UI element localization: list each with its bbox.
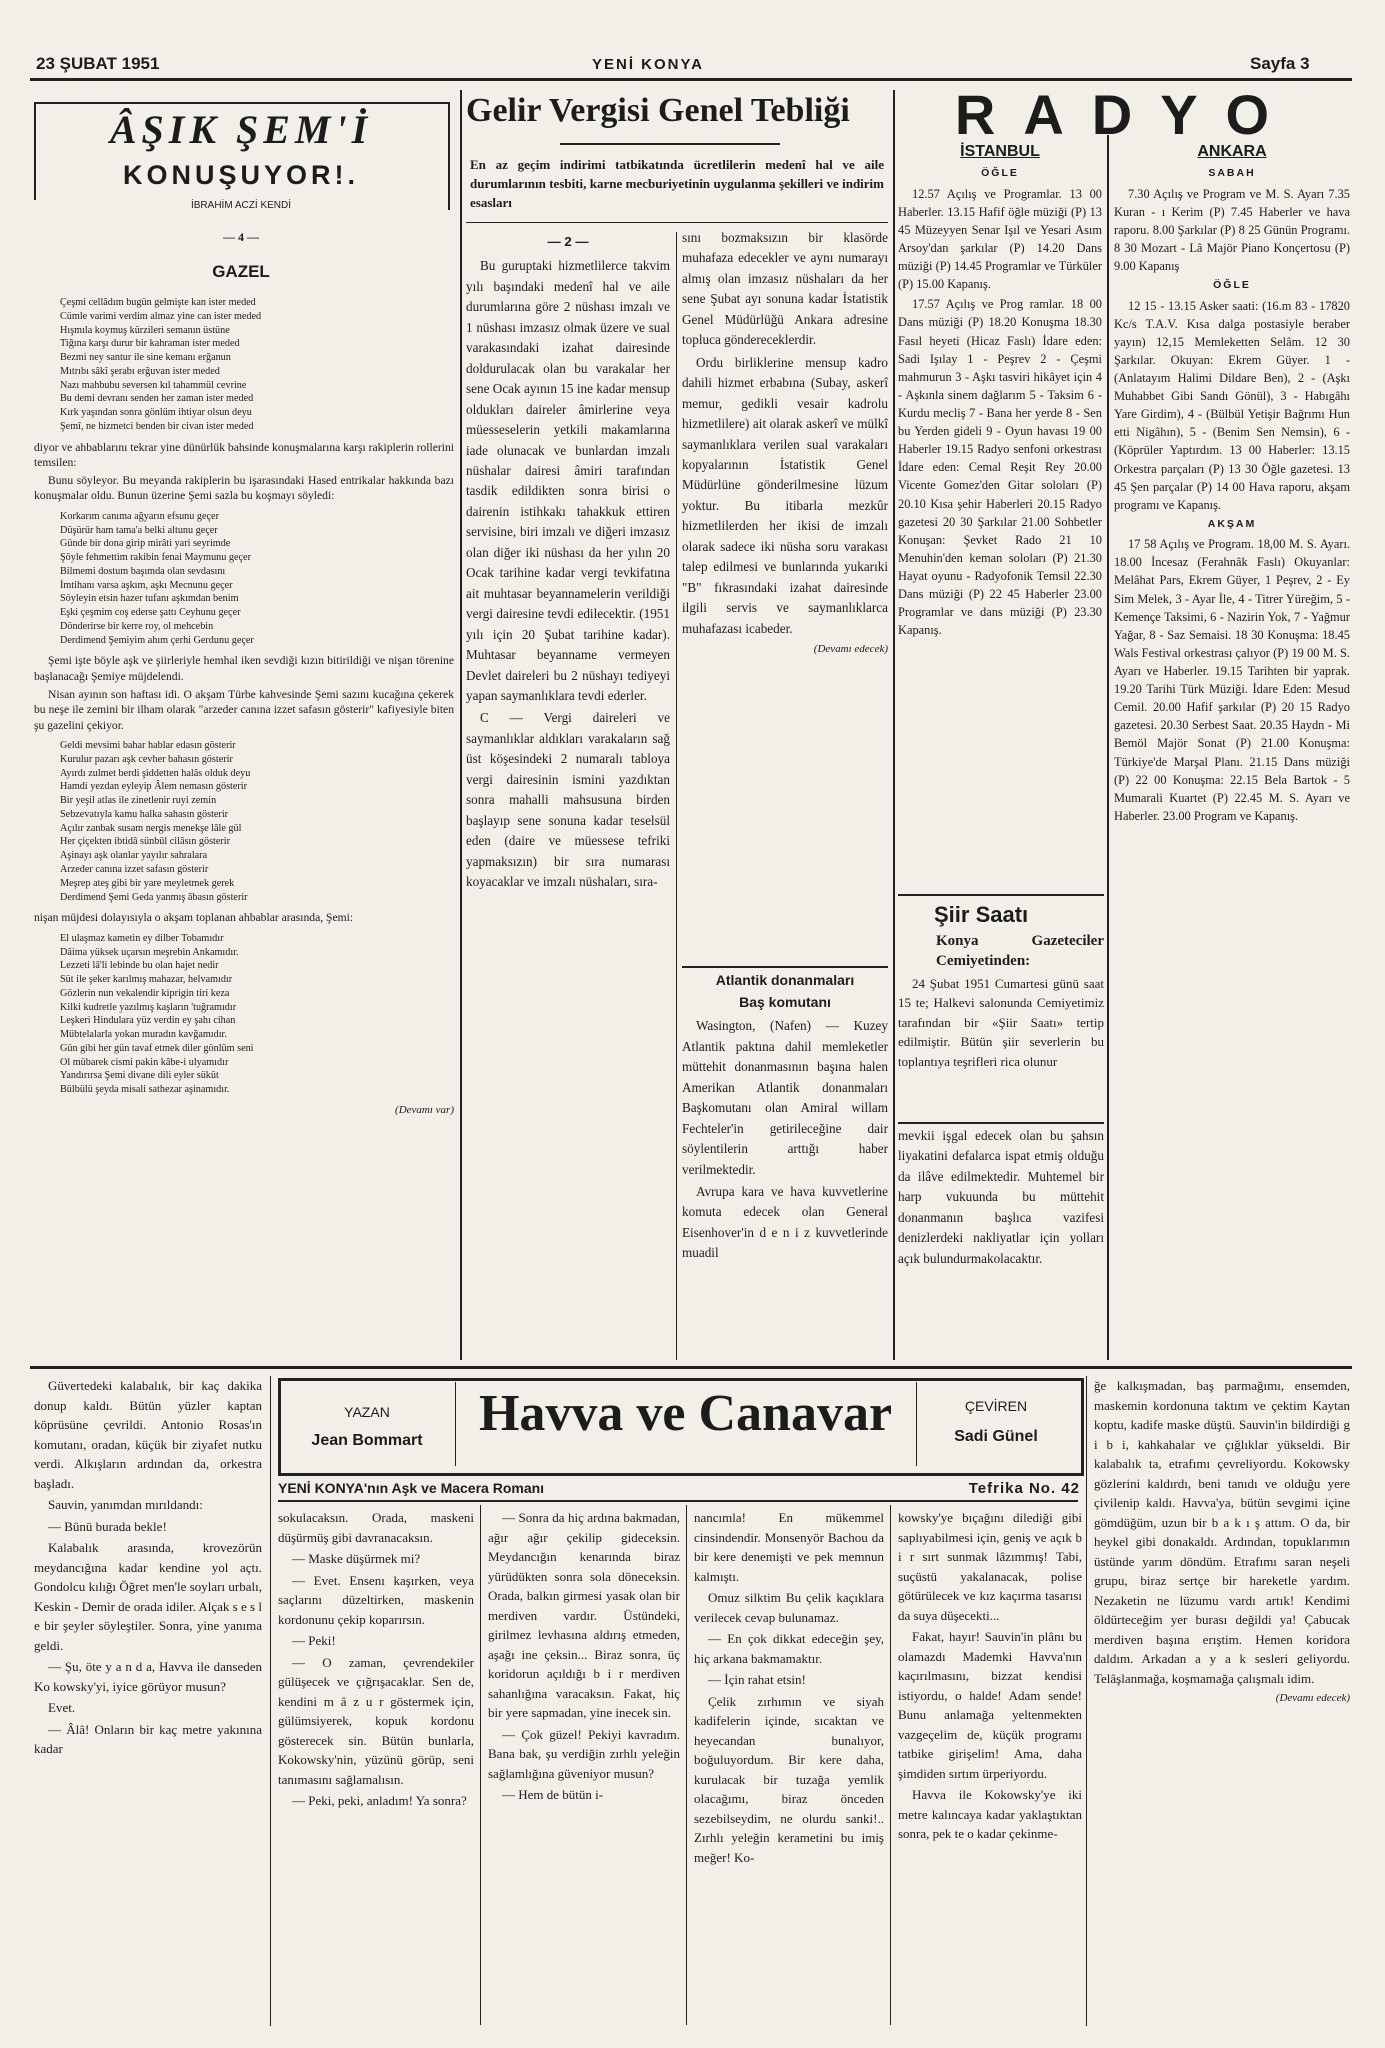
radio-ankara-aksam-text: 17 58 Açılış ve Program. 18,00 M. S. Ayarı. 18.00 İncesaz (Ferahnâk Faslı) Okuyanlar: Melâhat Pars, Ekrem Güyer, 1 Peşrev, 2 - Ey Sim Melek, 3 - Ayar İle, 4 - Titrer Yüreğim, 5 - Kemençe Taksimi, 6 - Nazirin Yok, 7 - Yağmur Yağar, 8 - Saz Semaisi. 18 30 Konuşma: 18.45 Wals Festival orkestrası çalıyor (P) 19 00 M. S. Ayarı ve Haberler. 19.15 Tarihten bir yaprak. 19.20 Tarihi Türk Müziği. İdare Eden: Mesud Cemil. 20.00 Hafif şarkılar (P) 20 15 Radyo gazetesi. 20.30 Serbest Saat. 20.35 Haydn - Mi Bemöl Majör Sonat (P) 21.00 Konuşma: Türkiye'de Marşal Planı. 21.15 Dans müziği (P) 22 00 Konuşma: 22.15 Bela Bartok - 5 Mumarali Kuartet (P) 22.45 M. S. Ayarı ve Haberler. 23.00 Program ve Kapanış. bbox=[1114, 537, 1350, 823]
havva-col-0 bbox=[34, 1376, 262, 2026]
divider-2 bbox=[893, 90, 895, 1360]
havva-col-2 bbox=[488, 1508, 680, 2026]
poem-line: Şemî, ne hizmetci benden bir civan ister meded bbox=[60, 420, 254, 432]
siir-bottom-rule bbox=[898, 1122, 1104, 1124]
poem-line: Hışmıla koymuş kürzileri semanın üstüne bbox=[60, 324, 230, 336]
poem-line: Bezmi ney santur ile sine kemanı erğanun bbox=[60, 352, 231, 364]
radio-ankara bbox=[1114, 140, 1350, 1360]
gelir-lead: En az geçim indirimi tatbikatında ücretlilerin medenî hal ve aile durumlarının tesbiti, karne mecburiyetinin uygulanma şekilleri ve indirim esasları bbox=[470, 157, 884, 210]
poem-line: Kırk yaşından sonra gönlüm ihtiyar olsun deyu bbox=[60, 407, 252, 419]
poem-line: Mübtelalarla yokan muradın kavğamıdır. bbox=[60, 1029, 227, 1041]
gelir-title: Gelir Vergisi Genel Tebliği bbox=[466, 92, 850, 129]
poem-line: Tiğına karşı durur bir kahraman ister meded bbox=[60, 338, 240, 350]
asik-para-4: Nisan ayının son haftası idi. O akşam Türbe kahvesinde Şemi sazını kucağına çekerek bu neşe ile zemini bir ilham olarak "arzeder canına izzet safasın gösterir" kafiyesiyle biten şu gazelini çekiyor. bbox=[34, 687, 454, 732]
asik-title: ÂŞIK ŞEM'İ bbox=[109, 107, 373, 152]
asik-para-5: nişan müjdesi dolayısıyla o akşam toplanan ahbablar arasında, Şemi: bbox=[34, 911, 354, 925]
havva-div-2 bbox=[686, 1505, 687, 2025]
havva-col3-p2: Omuz silktim Bu çelik kaçıklara verilecek cevap bulunamaz. bbox=[694, 1590, 884, 1625]
havva-div-1 bbox=[480, 1505, 481, 2025]
radio-ankara-sabah-text: 7.30 Açılış ve Program ve M. S. Ayarı 7.35 Kuran - ı Kerim (P) 7.45 Haberler ve hava raporu. 8.00 Şarkılar (P) 8 25 Günün Programı. 8 30 Mozart - Lâ Majör Piano Konçertosu (P) 9.00 Kapanış bbox=[1114, 186, 1350, 274]
havva-col0-p2: Sauvin, yanımdan mırıldandı: bbox=[48, 1497, 203, 1512]
poem-line: İmtihanı varsa aşkım, aşkı Mecnunu geçer bbox=[60, 579, 233, 591]
siir-rule bbox=[898, 894, 1104, 896]
siir-sub: Konya Gazeteciler Cemiyetinden: bbox=[936, 933, 1104, 970]
havva-title: Havva ve Canavar bbox=[478, 1385, 893, 1442]
atlantik-continued bbox=[898, 1126, 1104, 1358]
havva-div-0 bbox=[270, 1376, 271, 2026]
poem-line: Ol mübarek cismi pakin kâbe-i ulyamıdır bbox=[60, 1056, 229, 1068]
poem-line: Kilki kudretle yazılmış kaşların 'tuğramıdır bbox=[60, 1001, 237, 1013]
poem-line: Ayırdı zulmet berdi şiddetten halâs olduk deyu bbox=[60, 767, 251, 779]
havva-col1-p3: — Evet. Ensenı kaşırken, veya saçlarını düzeltirken, maskenin kordonunu çekip koparırsın. bbox=[278, 1572, 474, 1627]
poem-line: Bu demi devranı senden her zaman ister meded bbox=[60, 393, 254, 405]
havva-col0-p3: — Bünü burada bekle! bbox=[48, 1518, 167, 1534]
havva-ceviren: Sadi Günel bbox=[954, 1428, 1038, 1445]
poem-line: Çeşmi cellâdım bugün gelmişte kan ister meded bbox=[60, 297, 256, 308]
poem-line: Korkarım canıma ağyarın efsunu geçer bbox=[60, 510, 219, 522]
havva-tefrika: Tefrika No. 42 bbox=[968, 1480, 1080, 1497]
poem-line: Meşrep ateş gibi bir yare meyletmek gerek bbox=[60, 877, 235, 889]
poem-line: Gözlerin nun vekalendir kiprigin tiri keza bbox=[60, 987, 230, 999]
radio-istanbul bbox=[898, 140, 1102, 910]
havva-col1-p4: — Peki! bbox=[292, 1633, 336, 1648]
havva-col-3 bbox=[694, 1508, 884, 2026]
radio-ankara-ogle: ÖĞLE bbox=[1213, 279, 1251, 292]
radio-ankara-label: ANKARA bbox=[1197, 143, 1267, 160]
header-paper: YENİ KONYA bbox=[592, 56, 704, 73]
asik-author: İBRAHİM ACZİ KENDİ bbox=[34, 200, 448, 211]
havva-col0-p1: Güvertedeki kalabalık, bir kaç dakika donup kaldı. Bütün yüzler kaptan köprüsüne çevrildi. Antonio Rosas'ın komutanı, oradan, küçük bir ziyafet nutku verdi. Alkışların ardından da, orkestra başladı. bbox=[34, 1378, 262, 1491]
poem-line: Dönderirse bir kerre roy, ol mehcebin bbox=[60, 620, 214, 632]
havva-continued: (Devamı edecek) bbox=[1275, 1692, 1350, 1704]
havva-col1-p6: — Peki, peki, anladım! Ya sonra? bbox=[292, 1793, 467, 1808]
havva-yazan: Jean Bommart bbox=[311, 1432, 423, 1449]
asik-body bbox=[34, 290, 454, 1360]
poem-line: Geldi mevsimi bahar hablar edasın gösterir bbox=[60, 740, 236, 752]
poem-line: Arzeder canına izzet safasın gösterir bbox=[60, 863, 209, 875]
havva-col3-p5: Çelik zırhımın ve siyah kadifelerin içinde, sıcaktan ve heyecandan bunalıyor, boğuluyordum. Bir kere daha, kurulacak bir tuzağa yemlik olacağımı, biraz önceden sezebilseydim, ne olurdu sanki!.. Zırhlı yeleğin kerametini bu imiş meğer! Ko- bbox=[694, 1693, 884, 1865]
poem-line: Eşki çeşmim coş ederse şattı Ceyhunu geçer bbox=[60, 607, 241, 619]
havva-col-4 bbox=[898, 1508, 1082, 2026]
asik-para-3: Şemi işte böyle aşk ve şiirleriyle hemhal iken sevdiği kızın bitirildiği ve nişan törenine başlanacağı Şemiye müjdelendi. bbox=[34, 654, 454, 683]
gelir-col1-p2: C — Vergi daireleri ve saymanlıklar aldıkları varakaların sağ üst köşesindeki 2 numaralı tabloya vergi dairesinin ismini yazdıktan sonra mahalli mahsusuna birden başlayıp sene sonuna kadar teselsül eden (daire ve müessese tefriki yapmaksızın) bir sıra numarası koyacaklar ve imzalı nüshaları, sıra- bbox=[466, 710, 670, 890]
havva-yazan-label: YAZAN bbox=[344, 1404, 390, 1420]
havva-col0-p4: Kalabalık arasında, krovezörün meydancığına kadar kendine yol açtı. Gondolcu kılığı Öğret men'le soyları urbalı, Keskin - Demir de orada idiler. Alçak s e s l e bir şeyler söyleştiler. Sonra, yine yanıma geldi. bbox=[34, 1540, 262, 1653]
asik-subtitle: KONUŞUYOR!. bbox=[122, 160, 359, 190]
poem-line: Düşürür ham tama'a belki altunu geçer bbox=[60, 524, 218, 536]
havva-div-4 bbox=[1086, 1376, 1087, 2026]
poem-line: Dâima yüksek uçarsın meşrebin Ankamıdır. bbox=[60, 946, 239, 958]
asik-gazel: GAZEL bbox=[212, 262, 270, 281]
poem-line: Aşinayı aşk olanlar yayılır sahralara bbox=[60, 850, 208, 862]
poem-line: Yandırırsa Şemi divane dili eyler sükût bbox=[60, 1070, 219, 1082]
radio-istanbul-ogle: ÖĞLE bbox=[981, 167, 1019, 180]
poem-line: Cümle varimi verdim almaz yine can ister meded bbox=[60, 310, 262, 322]
gelir-part: — 2 — bbox=[547, 234, 589, 249]
divider-3 bbox=[1107, 135, 1109, 1360]
radio-istanbul-aksam-text: 17.57 Açılış ve Prog ramlar. 18 00 Dans müziği (P) 18.20 Konuşma 18.30 Fasıl heyeti (Hicaz Faslı) İdare eden: Sadi Işılay 1 - Peşrev 2 - Çeşmi mahmurun 3 - Aşkı tasviri hikâyet için 4 - Aşkınla sinem dağlarım 5 - Taksim 6 - Kurdu mecliş 7 - Bana her yerde 8 - Sen bu Yerden gideli 9 - Oyun havası 19 00 Haberler 19.15 Radyo senfoni orkestrası İdare eden: Cemal Reşit Rey 20.00 Vicente Gomez'den Gitar soloları (P) 20.10 Kısa şehir Haberleri 20.15 Radyo gazetesi 20 30 Şarkılar 21.00 Sohbetler Konuşan: Şevket Rado 21 10 Menuhin'den keman soloları (P) 21.30 Hayat oyunu - Radyofonik Temsil 22.30 Dans müziği (P) 22 45 Haberler 23.00 Programlar ve dans müziği (P) 23.30 Kapanış. bbox=[898, 297, 1102, 638]
gelir-continued: (Devamı edecek) bbox=[813, 643, 888, 656]
poem-line: Kurulur pazarı aşk cevher bahasın gösterir bbox=[60, 753, 233, 765]
havva-col4-p2: Fakat, hayır! Sauvin'in plânı bu olamazdı Mademki Havva'nın kaçırılmasını, bizzat kendisi istiyordu, o halde! Adam sende! Bunu anlamağa yeltenmekten vazgeçelim de, küçük programı tatbike girişelim! Ama, daha şimdiden sırtım ürperiyordu. bbox=[898, 1629, 1082, 1781]
poem-line: Derdimend Şemiyim ahım çerhi Gerdunu geçer bbox=[60, 634, 254, 646]
havva-col3-p4: — İçin rahat etsin! bbox=[708, 1672, 806, 1687]
havva-series: YENİ KONYA'nın Aşk ve Macera Romanı bbox=[278, 1480, 545, 1496]
poem-line: Açılır zanbak susam nergis menekşe lâle gül bbox=[60, 822, 242, 834]
havva-col3-p3: — En çok dikkat edeceğin şey, hiç arkana bakmamaktır. bbox=[694, 1631, 884, 1666]
poem-line: El ulaşmaz kametin ey dilber Tobamıdır bbox=[60, 932, 224, 944]
havva-col2-p1: — Sonra da hiç ardına bakmadan, ağır ağır çekilip gideceksin. Meydancığın kenarında biraz yürüdükten sonra sola döneceksin. Orada, balkın girmesi yasak olan bir merdiven vardır. Üstündeki, girilmez levhasına aldırış etmeden, aşağı ine çeksin... Biraz sonra, üç koridorun açıldığı b i r merdiven sahanlığına varacaksın. Fakat, hiç bir yere sapmadan, yine inecek sin. bbox=[488, 1510, 680, 1720]
havva-col2-p2: — Çok güzel! Pekiyi kavradım. Bana bak, şu verdiğin zırhlı yeleğin sağlamlığına güveniyor musun? bbox=[488, 1726, 680, 1781]
havva-series-rule bbox=[278, 1500, 1078, 1502]
poem-line: Lezzeti lâ'li lebinde bu olan hajet nedir bbox=[60, 960, 219, 972]
atlantik-article bbox=[682, 970, 888, 1358]
gelir-col2-p1: sını bozmaksızın bir klasörde muhafaza edecekler ve aynı numarayı almış olan imzasız nüshaları da her sene Şubat ayı sonuna kadar İstatistik Genel Müdürlüğü Ankara adresine topluca göndereceklerdir. bbox=[682, 230, 888, 348]
poem-line: Bilmemi dostum başımda olan sevdasını bbox=[60, 565, 226, 577]
havva-col2-p3: — Hem de bütün i- bbox=[502, 1787, 604, 1802]
poem-line: Bülbülü şeyda misali sathezar aşinamıdır. bbox=[60, 1084, 230, 1096]
asik-para-2: Bunu söyleyor. Bu meyanda rakiplerin bu işarasındaki Hased entrikalar hakkında bazı konuşmalar oldu. Bunun üzerine Şemi sazla bu koşmayı söyledi: bbox=[34, 473, 454, 503]
atlantik-title-2: Baş komutanı bbox=[739, 993, 831, 1010]
radio-istanbul-label: İSTANBUL bbox=[960, 143, 1040, 160]
poem-2 bbox=[34, 510, 454, 648]
gelir-col1-p1: Bu guruptaki hizmetlilerce takvim yılı başındaki medenî hal ve aile durumlarına göre 2 nüshası imzalı ve 1 nüshası imzasız olmak üzere ve sual varakasındaki izahat dairesinde doldurulacak olan bu varakalar her sene Ocak ayının 15 ine kadar mensup oldukları daireler âmirlerine veya müesseselerin yetkili makamlarına iade olunacak ve bunlardan imzalı nüshalar dairesi âmiri tarafından tasdik edildikten sonra birisi o dairenin istihkakı tahakkuk ettiren servisine, biri imzalı ve diğeri imzasız olan diğer iki nüshası da her yılın 20 Ocak tarihine kadar vergi tevkifatına ait muhtasar beyannamelerin verildiği vergi dairesine tevdi edilecektir. (1951 yılı için 20 Şubat tarihine kadar). Muhtasar beyanname vermeyen Devlet daireleri bu 2 nüshayı tediyeyi yapan saymanlıklara tevdi ederler. bbox=[466, 258, 670, 703]
atlantik-title-1: Atlantik donanmaları bbox=[715, 972, 855, 988]
gelir-col2-p2: Ordu birliklerine mensup kadro dahili hizmet erbabına (Subay, askerî memur, gedikli vesair kadrolu hizmetlilere) ait olarak askerî ve mülkî saymanlıklara verilen sual varakaları kopyalarının İstatistik Genel Müdürlüne gönderilmesine lüzum yoktur. Bu itibarla mezkûr hizmetlilerden her ikisi de imzalı olarak sadece iki nüsha soru varakası talep edilmesi ve bunlarında yukarıki "B" fıkrasındaki izahat dairesinde ilgili servis ve saymanlıklarca muhafazası icabeder. bbox=[682, 354, 888, 636]
divider-1 bbox=[460, 90, 462, 1360]
radio-istanbul-ogle-text: 12.57 Açılış ve Programlar. 13 00 Haberler. 13.15 Hafif öğle müziği (P) 13 45 Müzeyyen Senar Işıl ve Yesari Asım Arsoy'dan şarkılar (P) 14.20 Dans müziği (P) 14.45 Programlar ve Türküler (P) 15.00 Kapanış. bbox=[898, 186, 1102, 292]
havva-col3-p1: nancımla! En mükemmel cinsindendir. Monsenyör Bachou da bir kere denemişti ve pek memnun kalmıştı. bbox=[694, 1510, 884, 1584]
havva-col0-p7: — Âlâ! Onların bir kaç metre yakınına kadar bbox=[34, 1721, 262, 1756]
atlantik-p3: mevkii işgal edecek olan bu şahsın liyakatini defalarca ispat etmiş olduğu da ilâve edilmektedir. Muhtemel bir harp vukuunda bu müttehit donanmanın başlıca vazifesi denizlerdeki nakliyatlar için yolları açık bulundurmakolacaktır. bbox=[898, 1128, 1104, 1266]
header-rule bbox=[30, 78, 1352, 81]
havva-div-3 bbox=[890, 1505, 891, 2025]
asik-continued: (Devamı var) bbox=[395, 1104, 454, 1116]
poem-4 bbox=[34, 932, 454, 1097]
gelir-lead-rule bbox=[466, 222, 888, 223]
siir-article bbox=[898, 898, 1104, 1118]
havva-col1-p5: — O zaman, çevrendekiler gülüşecek ve çığrışacaklar. Sen de, kendini m â z u r göstermek için, gülümsiyerek, kopuk kordonu gösterecek sin. Bütün bunlarla, Kokowsky'nin, yüzünü görüp, seni tanımasını sağlamalısın. bbox=[278, 1654, 474, 1787]
radio-title: RADYO bbox=[954, 83, 1298, 146]
atlantik-p2: Avrupa kara ve hava kuvvetlerine komuta edecek olan General Eisenhover'in d e n i z kuvvetlerinde muadil bbox=[682, 1184, 888, 1261]
poem-line: Her çiçekten ibtidâ sünbül cilâsın gösterir bbox=[60, 836, 231, 848]
havva-col-5 bbox=[1094, 1376, 1350, 2026]
havva-col1-p1: sokulacaksın. Orada, maskeni düşürmüş gibi davranacaksın. bbox=[278, 1510, 474, 1545]
header-date: 23 ŞUBAT 1951 bbox=[36, 54, 160, 73]
gelir-title-rule bbox=[560, 143, 780, 145]
divider-gelir bbox=[676, 232, 677, 1360]
havva-col5-p1: ğe kalkışmadan, baş parmağımı, ensemden, maskemin kordonuna taktım ve çektim Kaytan koptu, kadife maske düştü. Sauvin'in bildirdiği g i b i, kahkahalar ve çığlıklar yükseldi. Bir kalabalık ta, etrafımı çevreliyordu. Kokowsky gözlerini kaldırdı, beni tanıdı ve olduğu yere çivilenip kaldı. Havva'ya, bütün sevgimi içine gömdüğüm, uzun bir b a k ı ş attım. O da, bir heykel gibi donakaldı. Ardından, topuklarımın üstünde yarım döndüm. Etrafımı saran neşeli grupu, biraz sertçe bir hareketle yardım. Nezaketin ne lüzumu vardı artık! Kendimi öldürteceğim yer burası değildi ya! Çabucak merdiven başına erıştim. Hemen koridora daldım. Arkadan a y a k sesleri geliyordu. Telâşlanmağa, koşmamağa çalışmalı idim. bbox=[1094, 1378, 1350, 1686]
atlantik-rule bbox=[682, 966, 888, 968]
havva-col1-p2: — Maske düşürmek mi? bbox=[292, 1551, 421, 1566]
poem-line: Söyleyin etsin hazer tufanı aşkımdan benim bbox=[60, 593, 239, 605]
poem-line: Şöyle fehmettim rakibin fenai Maymunu geçer bbox=[60, 552, 251, 564]
radio-ankara-sabah: SABAH bbox=[1208, 167, 1256, 180]
havva-col0-p6: Evet. bbox=[48, 1700, 76, 1715]
gelir-col-2 bbox=[682, 228, 888, 958]
poem-line: Bir yeşil atlas ile zinetlenir ruyi zemin bbox=[60, 795, 217, 807]
asik-part: — 4 — bbox=[223, 230, 259, 244]
havva-col0-p5: — Şu, öte y a n d a, Havva ile danseden Ko kowsky'yi, iyice görüyor musun? bbox=[34, 1659, 262, 1694]
poem-line: Leşkeri Hindulara yüz verdin ey şahı cihan bbox=[60, 1015, 236, 1027]
poem-line: Mıtrıbı sâkî şerabı erğuvan ister meded bbox=[60, 365, 220, 377]
havva-col4-p1: kowsky'ye bıçağını dilediği gibi saplıyabilmesi için, geniş ve açık b i r sırt sunmak lâzımmış! Tabi, suçüstü yakalanacak, polise götürülecek ve kız kaçırma tasarısı da suya düşecekti... bbox=[898, 1510, 1082, 1623]
radio-ankara-aksam: AKŞAM bbox=[1207, 517, 1257, 530]
atlantik-p1: Wasington, (Nafen) — Kuzey Atlantik paktına dahil memleketler müttehit donanmasının başına halen Amerikan Atlantik donanmaları Başkomutanı olan Amiral willam Fechteler'in getirileceğine dair söylentilerin arttığı haber verilmektedir. bbox=[682, 1018, 888, 1177]
section-rule bbox=[30, 1366, 1352, 1369]
havva-col4-p3: Havva ile Kokowsky'ye iki metre kalıncaya kadar yaklaştıktan sonra, pek te o kadar çekinme- bbox=[898, 1787, 1082, 1841]
poem-line: Sebzevatıyla kamu halka sahasın gösterir bbox=[60, 808, 229, 820]
asik-para-1: diyor ve ahbablarını tekrar yine dünürlük bahsinde konuşmalarına karşı rakiplerin rollerini temsilen: bbox=[34, 440, 454, 470]
header-page: Sayfa 3 bbox=[1250, 54, 1310, 73]
gelir-col-1 bbox=[466, 228, 670, 1358]
siir-text: 24 Şubat 1951 Cumartesi günü saat 15 te; Halkevi salonunda Cemiyetimiz tarafından bir «Şiir Saatı» tertip edilmiştir. Bütün şiir severlerin bu toplantıya teşrifleri rica olunur bbox=[898, 975, 1104, 1069]
poem-line: Derdimend Şemi Geda yanmış âbasın gösterir bbox=[60, 891, 248, 903]
poem-3 bbox=[34, 739, 454, 904]
havva-col-1 bbox=[278, 1508, 474, 2026]
radio-ankara-ogle-text: 12 15 - 13.15 Asker saati: (16.m 83 - 17820 Kc/s T.A.V. Kısa dalga postasiyle beraber yayın) 12,15 Memleketten Selâm. 12 30 Şarkılar. Okuyan: Ekrem Güyer. 1 - (Anlatayım Halimi Dildare Ben), 2 - (Aşkı Muhabbet Gibi Sandı Gönül), 3 - Habıgâhı Yare Girdim), 4 - (Bülbül Yetişir Bağrımı Hun etti Nigâhın), 5 - (Benim Sen Nemsin), 6 - (Köprüler Yaptırdım. 13 00 Haberler: 13.15 Orkestra parçaları (P) 13 30 Öğle gazetesi. 13 45 Şen parçalar (P) 14 00 Hava raporu, akşam programı ve Kapanış. bbox=[1114, 298, 1350, 512]
siir-title: Şiir Saatı bbox=[934, 902, 1029, 927]
poem-line: Süt ile şeker karılmış mahazar, helvamıdır bbox=[60, 974, 233, 986]
havva-ceviren-label: ÇEVİREN bbox=[964, 1398, 1028, 1414]
poem-line: Gün gibi her gün tavaf etmek diler gönlüm seni bbox=[60, 1042, 254, 1054]
poem-line: Hamdi yezdan eyleyip Âlem nemasın gösterir bbox=[60, 781, 247, 793]
poem-1 bbox=[34, 296, 454, 434]
poem-line: Günde bir dona girip mirâti yari seyrimde bbox=[60, 538, 231, 550]
poem-line: Nazı mahbubu seversen kıl tahammül cevrine bbox=[60, 379, 247, 391]
